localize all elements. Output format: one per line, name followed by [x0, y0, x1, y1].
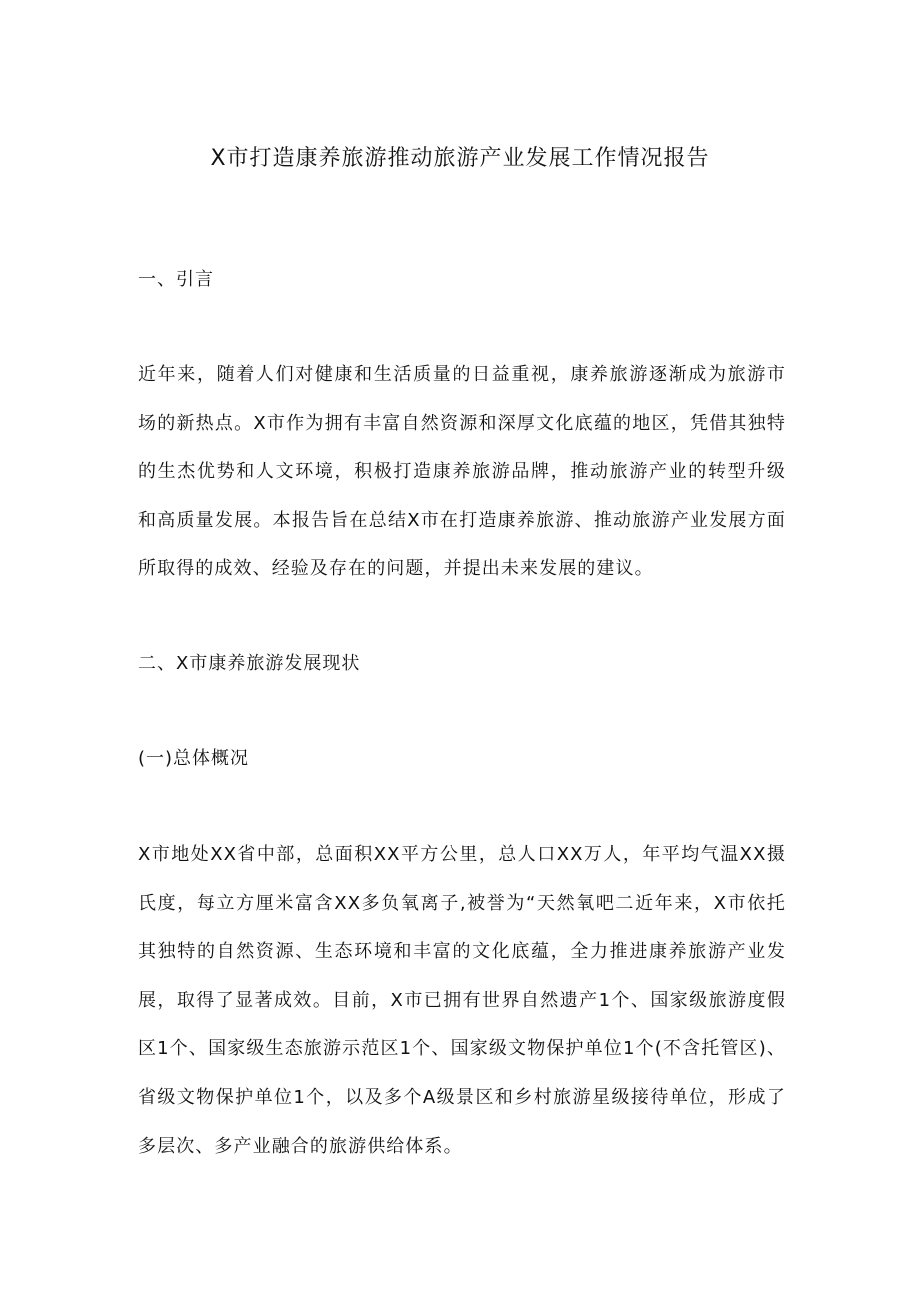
- subsection-heading-overview: (一)总体概况: [138, 748, 250, 769]
- section-heading-introduction: 一、引言: [138, 269, 214, 290]
- overview-paragraph: X市地处XX省中部，总面积XX平方公里，总人口XX万人，年平均气温XX摄氏度，每立方厘米富含XX多负氧离子,被誉为“天然氧吧二近年来，X市依托其独特的自然资源、生态环境和丰富的文化底蕴，全力推进康养旅游产业发展，取得了显著成效。目前，X市已拥有世界自然遗产1个、国家级旅游度假区1个、国家级生态旅游示范区1个、国家级文物保护单位1个(不含托管区)、省级文物保护单位1个，以及多个A级景区和乡村旅游星级接待单位，形成了多层次、多产业融合的旅游供给体系。: [138, 844, 786, 1157]
- document-title: X市打造康养旅游推动旅游产业发展工作情况报告: [210, 146, 710, 171]
- section-heading-status: 二、X市康养旅游发展现状: [138, 653, 361, 674]
- introduction-paragraph: 近年来，随着人们对健康和生活质量的日益重视，康养旅游逐渐成为旅游市场的新热点。X市作为拥有丰富自然资源和深厚文化底蕴的地区，凭借其独特的生杰优势和人文环境，积极打造康养旅游品牌，推动旅游产业的转型升级和高质量发展。本报告旨在总结X市在打造康养旅游、推动旅游产业发展方面所取得的成效、经验及存在的问题，并提出未来发展的建议。: [138, 364, 786, 580]
